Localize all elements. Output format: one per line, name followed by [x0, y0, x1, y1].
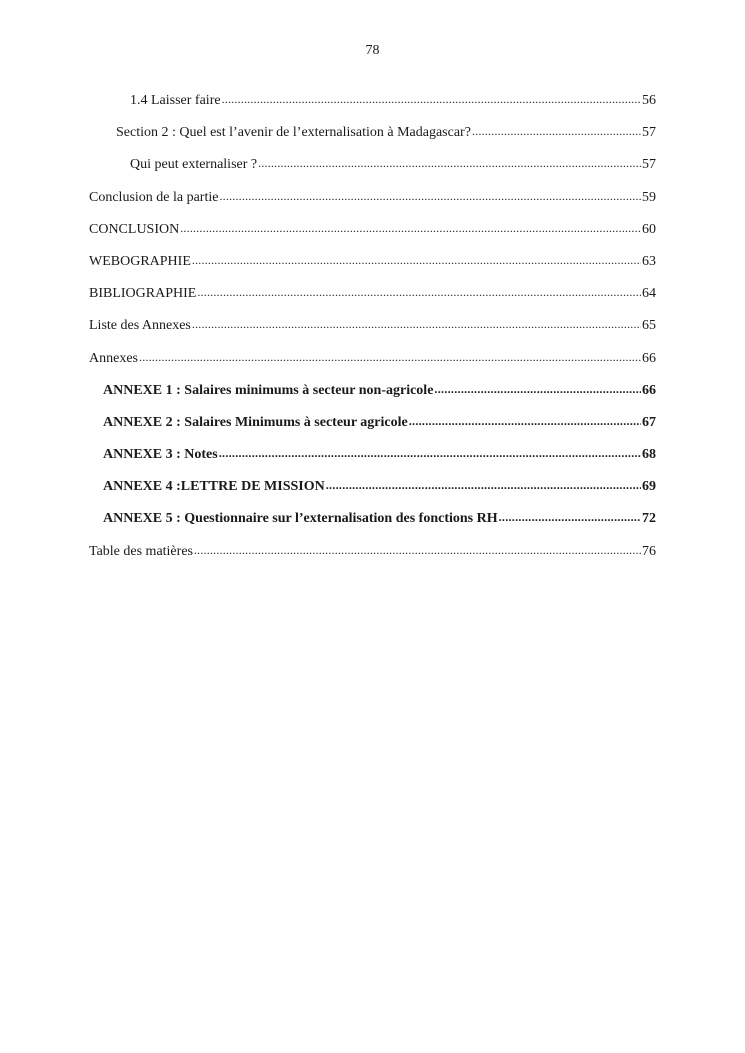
toc-entry[interactable] — [89, 125, 656, 157]
toc-dot-leader — [326, 478, 641, 494]
toc-entry-title: WEBOGRAPHIE — [89, 253, 191, 269]
toc-entry-page: 66 — [642, 382, 656, 398]
toc-dot-leader — [409, 414, 641, 430]
toc-entry-title: ANNEXE 5 : Questionnaire sur l’externalisation des fonctions RH — [103, 511, 498, 527]
toc-entry-title: Conclusion de la partie — [89, 189, 219, 205]
toc-entry[interactable] — [89, 254, 656, 286]
page-number: 78 — [365, 43, 380, 58]
toc-entry[interactable] — [89, 157, 656, 189]
toc-dot-leader — [258, 156, 641, 172]
toc-dot-leader — [180, 221, 641, 237]
toc-entry-title: BIBLIOGRAPHIE — [89, 286, 197, 302]
toc-dot-leader — [194, 543, 641, 559]
toc-entry-page: 69 — [642, 479, 656, 495]
toc-entry-page: 60 — [642, 221, 656, 237]
toc-entry-title: Table des matières — [89, 543, 193, 559]
table-of-contents — [89, 93, 656, 576]
toc-entry[interactable] — [89, 447, 656, 479]
toc-entry-page: 57 — [642, 157, 656, 173]
toc-entry[interactable] — [89, 190, 656, 222]
toc-dot-leader — [219, 189, 641, 205]
toc-dot-leader — [434, 382, 641, 398]
toc-entry-title: 1.4 Laisser faire — [130, 93, 221, 108]
toc-entry[interactable] — [89, 351, 656, 383]
toc-entry[interactable] — [89, 93, 656, 125]
toc-entry-title: ANNEXE 1 : Salaires minimums à secteur non-agricole — [103, 382, 434, 398]
toc-entry-page: 59 — [642, 189, 656, 205]
toc-dot-leader — [499, 510, 641, 526]
toc-entry[interactable] — [89, 479, 656, 511]
toc-entry-page: 64 — [642, 286, 656, 302]
toc-entry-title: Liste des Annexes — [89, 318, 191, 334]
toc-entry-page: 63 — [642, 253, 656, 269]
toc-entry[interactable] — [89, 544, 656, 576]
toc-entry-title: Annexes — [89, 350, 138, 366]
toc-entry-title: Section 2 : Quel est l’avenir de l’externalisation à Madagascar? — [116, 125, 471, 141]
toc-entry-title: ANNEXE 4 :LETTRE DE MISSION — [103, 479, 325, 495]
toc-entry-page: 66 — [642, 350, 656, 366]
toc-dot-leader — [139, 350, 641, 366]
toc-entry[interactable] — [89, 415, 656, 447]
toc-dot-leader — [219, 446, 641, 462]
toc-entry-title: ANNEXE 3 : Notes — [103, 447, 218, 463]
toc-dot-leader — [192, 253, 641, 269]
toc-dot-leader — [222, 92, 641, 108]
toc-dot-leader — [197, 285, 641, 301]
toc-entry-page: 65 — [642, 318, 656, 334]
toc-entry-page: 56 — [642, 93, 656, 108]
toc-dot-leader — [472, 124, 641, 140]
toc-entry-title: ANNEXE 2 : Salaires Minimums à secteur agricole — [103, 414, 408, 430]
toc-dot-leader — [192, 317, 641, 333]
toc-entry-title: CONCLUSION — [89, 221, 180, 237]
toc-entry-page: 76 — [642, 543, 656, 559]
toc-entry[interactable] — [89, 286, 656, 318]
toc-entry-page: 57 — [642, 125, 656, 141]
toc-entry-page: 67 — [642, 414, 656, 430]
toc-entry[interactable] — [89, 222, 656, 254]
toc-entry[interactable] — [89, 318, 656, 350]
toc-entry-title: Qui peut externaliser ? — [130, 157, 258, 173]
toc-entry-page: 68 — [642, 447, 656, 463]
toc-entry-page: 72 — [642, 511, 656, 527]
toc-entry[interactable] — [89, 383, 656, 415]
toc-entry[interactable] — [89, 511, 656, 543]
